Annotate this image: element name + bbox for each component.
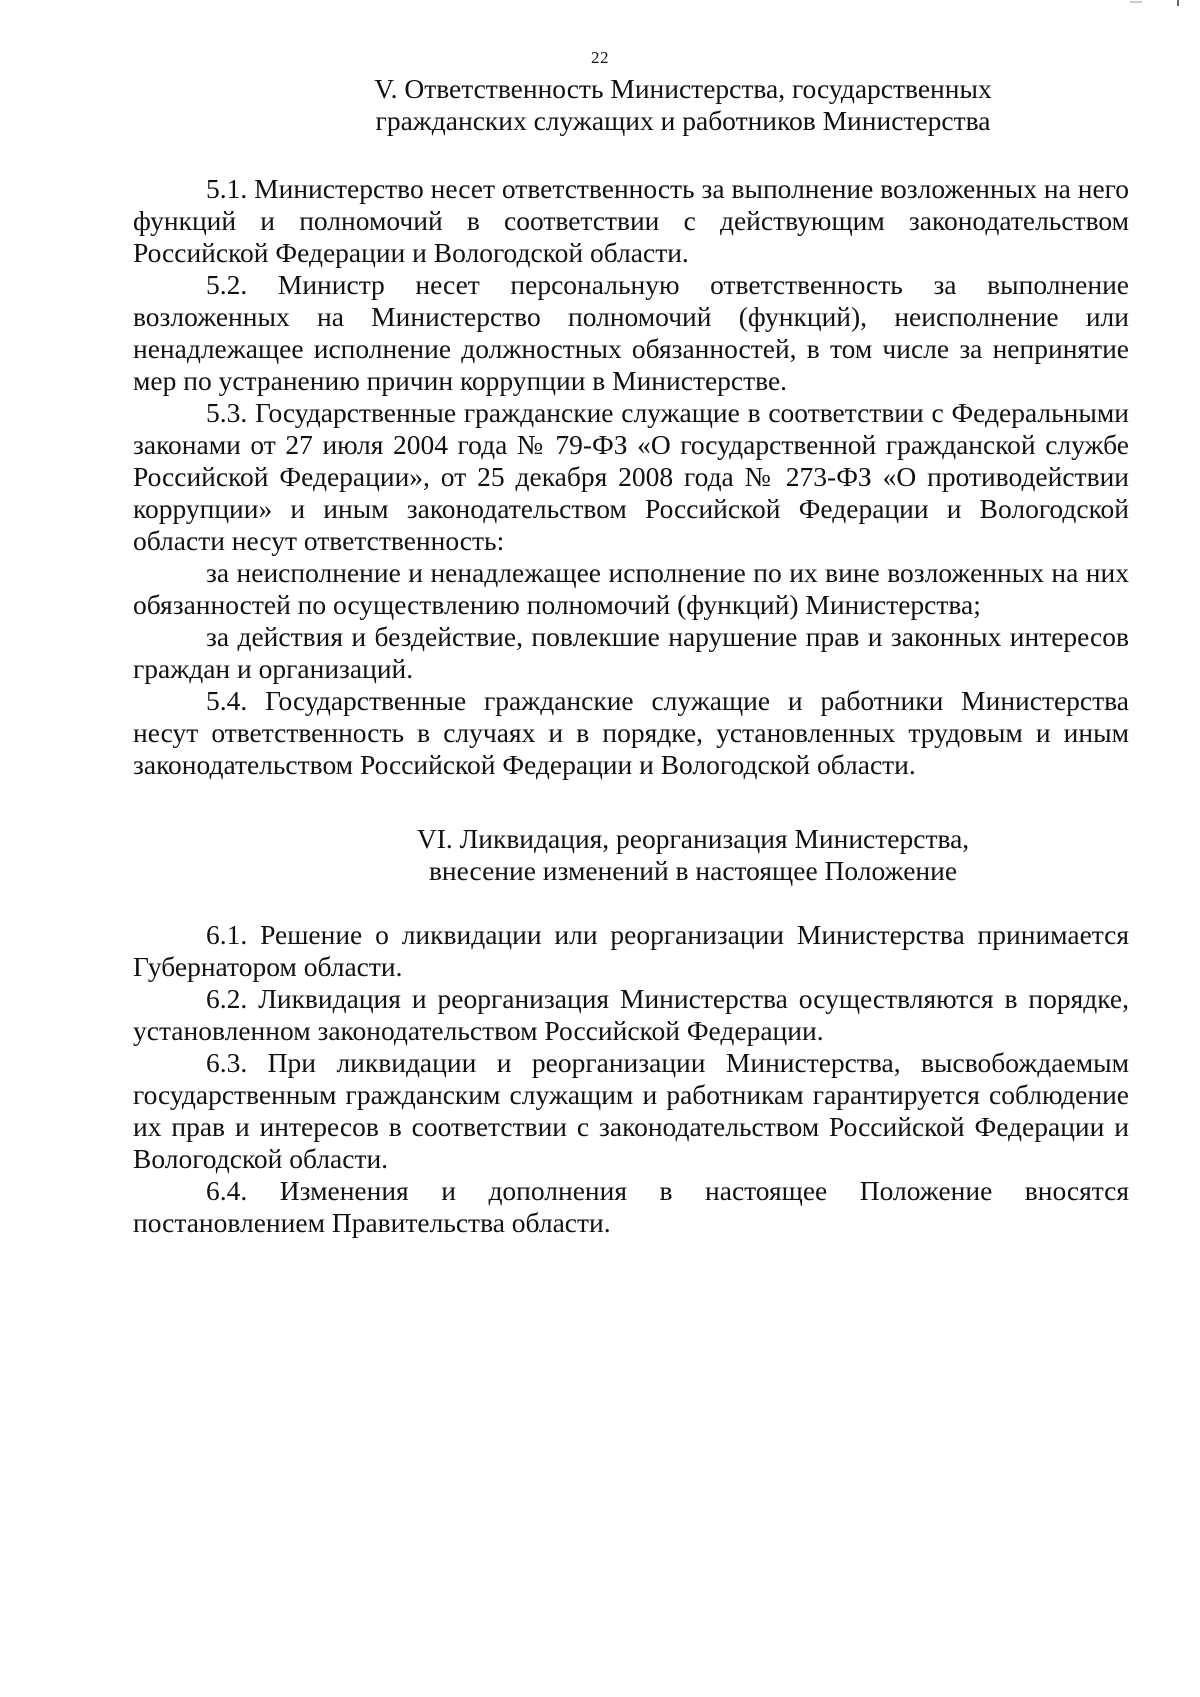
paragraph-5-4: 5.4. Государственные гражданские служащие и работники Министерства несут ответственность в случаях и в порядке, установленных трудовым и иным законодательством Российской Федерации и Вологодской области. [133, 685, 1129, 780]
paragraph-6-2: 6.2. Ликвидация и реорганизация Министерства осуществляются в порядке, установленном законодательством Российской Федерации. [133, 983, 1129, 1046]
paragraph-6-1: 6.1. Решение о ликвидации или реорганизации Министерства принимается Губернатором области. [133, 919, 1129, 982]
page-number: 22 [591, 48, 609, 67]
paragraph-6-4: 6.4. Изменения и дополнения в настоящее Положение вносятся постановлением Правительства области. [133, 1175, 1129, 1238]
section-vi-heading-line-1: VI. Ликвидация, реорганизация Министерства, [416, 823, 970, 854]
section-vi-heading-line-2: внесение изменений в настоящее Положение [428, 855, 958, 886]
section-v-heading-line-1: V. Ответственность Министерства, государственных [374, 73, 992, 104]
scan-corner-mark [1128, 0, 1188, 8]
paragraph-5-1: 5.1. Министерство несет ответственность за выполнение возложенных на него функций и полномочий в соответствии с действующим законодательством Российской Федерации и Вологодской области. [133, 173, 1129, 268]
paragraph-5-3: 5.3. Государственные гражданские служащие в соответствии с Федеральными законами от 27 июля 2004 года № 79-ФЗ «О государственной гражданской службе Российской Федерации», от 25 декабря 2008 года № 273-ФЗ «О противодействии коррупции» и иным законодательством Российской Федерации и Вологодской области несут ответственность: [133, 397, 1129, 556]
paragraph-6-3: 6.3. При ликвидации и реорганизации Министерства, высвобождаемым государственным гражданским служащим и работникам гарантируется соблюдение их прав и интересов в соответствии с законодательством Российской Федерации и Вологодской области. [133, 1047, 1129, 1174]
document-body [133, 73, 1129, 1239]
section-v-heading [233, 73, 1133, 137]
section-v-heading-line-2: гражданских служащих и работников Министерства [375, 105, 991, 136]
paragraph-5-2: 5.2. Министр несет персональную ответственность за выполнение возложенных на Министерство полномочий (функций), неисполнение или ненадлежащее исполнение должностных обязанностей, в том числе за непринятие мер по устранению причин коррупции в Министерстве. [133, 269, 1129, 396]
paragraph-5-3-item-1: за неисполнение и ненадлежащее исполнение по их вине возложенных на них обязанностей по осуществлению полномочий (функций) Министерства; [133, 557, 1129, 620]
section-vi-heading [273, 823, 1113, 887]
paragraph-5-3-item-2: за действия и бездействие, повлекшие нарушение прав и законных интересов граждан и организаций. [133, 621, 1129, 684]
